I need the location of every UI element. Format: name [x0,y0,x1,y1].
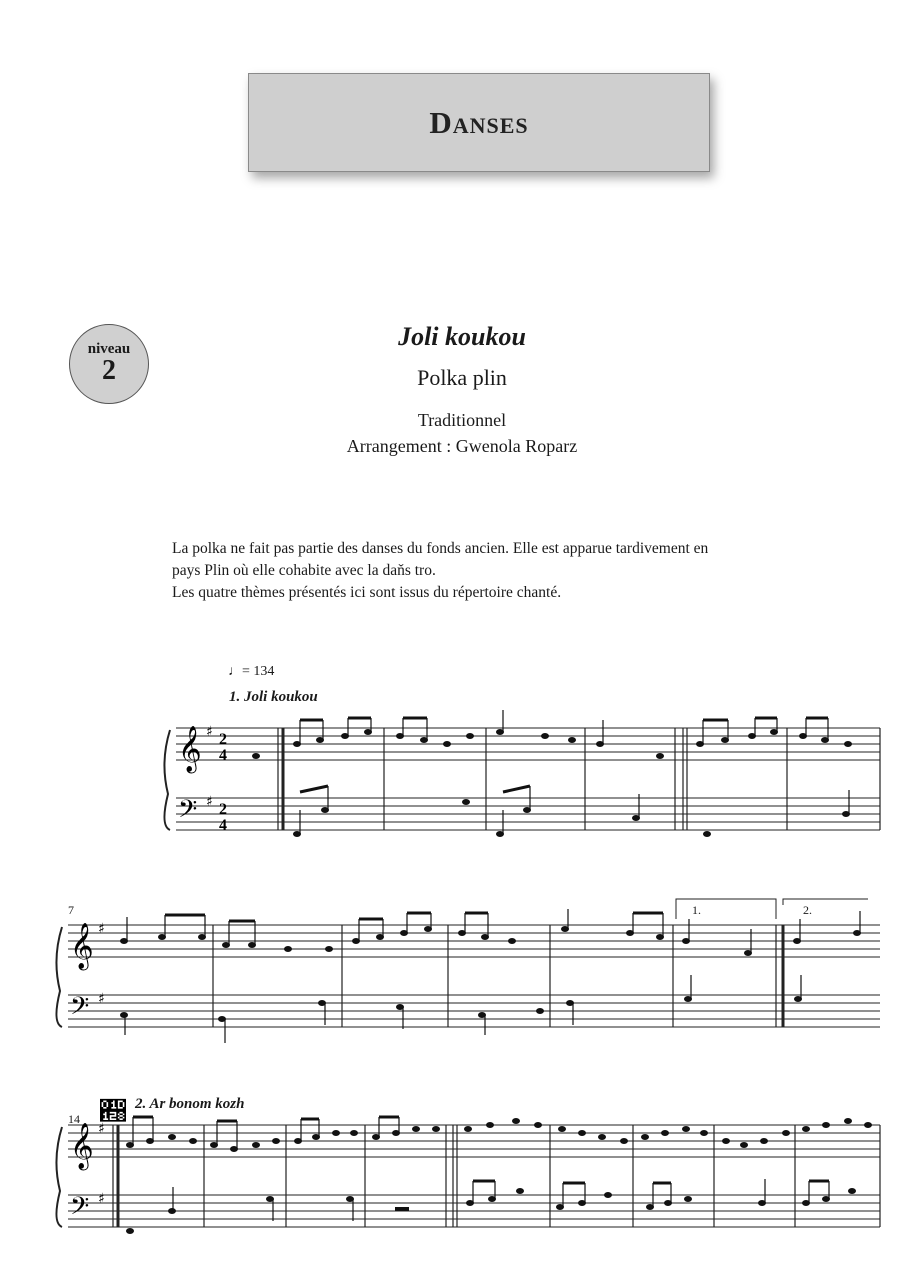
time-sig-icon: 4 [219,747,227,764]
level-number: 2 [102,355,116,386]
measure-number: 7 [68,903,74,917]
section-title: Danses [429,104,529,140]
bass-staff-lines [68,1195,880,1227]
key-sharp-icon: ♯ [206,724,213,740]
key-sharp-icon: ♯ [98,1121,105,1137]
barlines [213,925,783,1027]
section-label: 2. Ar bonom kozh [135,1096,245,1112]
quarter-note-icon: ♩ [228,664,242,679]
notes [126,1118,872,1234]
credit-arrangement: Arrangement : Gwenola Roparz [346,436,578,456]
treble-clef-icon: 𝄞 [70,1123,94,1169]
score-system-2 [0,905,924,1055]
treble-clef-icon: 𝄞 [178,726,202,772]
key-sharp-icon: ♯ [98,991,105,1007]
treble-clef-icon: 𝄞 [70,923,94,969]
tempo-value: = 134 [242,664,275,679]
volta-bracket [783,899,868,905]
score-system-1 [0,700,924,860]
bass-clef-icon: 𝄢 [70,992,90,1027]
intro-line: Les quatre thèmes présentés ici sont issus du répertoire chanté. [172,584,562,601]
key-sharp-icon: ♯ [206,794,213,810]
tempo-marking [228,664,274,680]
intro-line: pays Plin où elle cohabite avec la daňs tro. [172,562,436,579]
intro-line: La polka ne fait pas partie des danses du fonds ancien. Elle est apparue tardivement en [172,540,709,557]
section-title-box [248,73,710,172]
key-sharp-icon: ♯ [98,921,105,937]
notes [120,926,861,1022]
brace-icon [164,730,170,830]
piece-title: Joli koukou [398,322,526,351]
stems [125,909,860,1043]
brace-icon [56,1127,62,1227]
volta-label: 2. [803,903,812,917]
notes [252,729,852,837]
whole-rest-icon [395,1207,409,1211]
volta-bracket [676,899,776,919]
bass-staff-lines [68,995,880,1027]
intro-text [172,538,812,604]
segno-icon: 𝄨 [100,1097,126,1127]
volta-label: 1. [692,903,701,917]
bass-clef-icon: 𝄢 [178,795,198,830]
section-label: 1. Joli koukou [229,689,318,705]
brace-icon [56,927,62,1027]
key-sharp-icon: ♯ [98,1191,105,1207]
time-sig-icon: 2 [219,801,227,818]
bass-clef-icon: 𝄢 [70,1192,90,1227]
time-sig-icon: 2 [219,731,227,748]
treble-staff-lines [68,925,880,957]
time-sig-icon: 4 [219,817,227,834]
level-label: niveau [87,341,131,357]
piece-subtitle: Polka plin [417,365,507,390]
credit-source: Traditionnel [417,410,507,430]
barlines [278,728,880,830]
stems [300,710,849,834]
measure-number: 14 [68,1112,80,1126]
